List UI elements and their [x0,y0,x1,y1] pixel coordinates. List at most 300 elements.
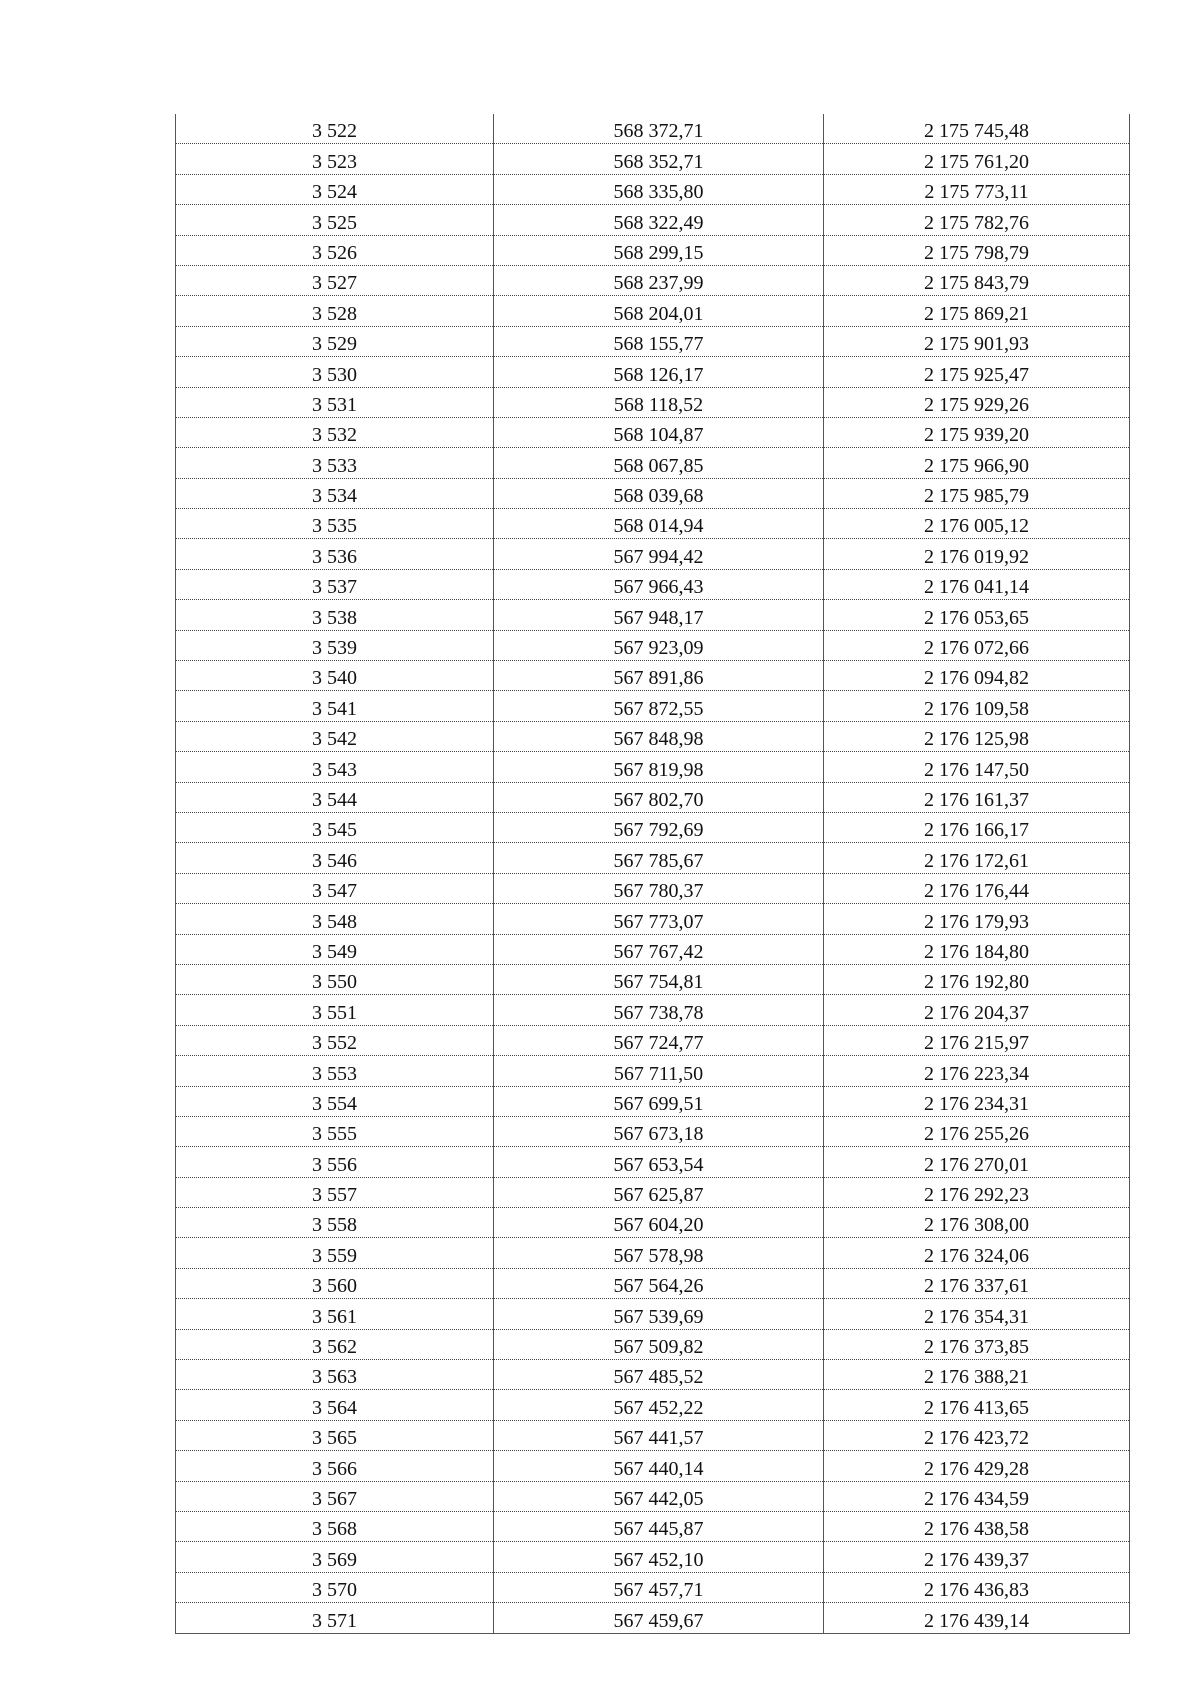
table-row [176,205,1130,235]
x-coordinate-text: 568 126,17 [613,363,704,386]
x-coordinate-cell [494,600,824,630]
x-coordinate-cell [494,1025,824,1055]
x-coordinate-cell [494,843,824,873]
y-coordinate-cell [824,812,1130,842]
point-number-text: 3 531 [312,393,357,416]
x-coordinate-text: 567 673,18 [613,1123,704,1146]
table-row [176,1025,1130,1055]
x-coordinate-text: 567 564,26 [613,1275,704,1298]
y-coordinate-text: 2 176 354,31 [924,1305,1029,1328]
point-number-text: 3 528 [312,302,357,325]
y-coordinate-cell [824,661,1130,691]
table-row [176,630,1130,660]
point-number-text: 3 549 [312,940,357,963]
table-row [176,1208,1130,1238]
point-number-cell [176,600,494,630]
y-coordinate-cell [824,265,1130,295]
point-number-text: 3 534 [312,485,357,508]
y-coordinate-cell [824,1268,1130,1298]
point-number-text: 3 561 [312,1305,357,1328]
x-coordinate-text: 568 104,87 [613,424,704,447]
y-coordinate-text: 2 175 985,79 [924,485,1029,508]
y-coordinate-text: 2 176 429,28 [924,1457,1029,1480]
point-number-text: 3 565 [312,1427,357,1450]
y-coordinate-cell [824,174,1130,204]
point-number-cell [176,448,494,478]
point-number-cell [176,661,494,691]
table-row [176,964,1130,994]
point-number-cell [176,1390,494,1420]
y-coordinate-text: 2 176 436,83 [924,1579,1029,1602]
point-number-cell [176,539,494,569]
x-coordinate-cell [494,1451,824,1481]
point-number-cell [176,569,494,599]
y-coordinate-text: 2 176 019,92 [924,545,1029,568]
point-number-cell [176,1420,494,1450]
y-coordinate-text: 2 175 761,20 [924,150,1029,173]
y-coordinate-text: 2 175 843,79 [924,272,1029,295]
point-number-text: 3 557 [312,1184,357,1207]
y-coordinate-text: 2 176 373,85 [924,1336,1029,1359]
table-row [176,1299,1130,1329]
point-number-cell [176,265,494,295]
table-row [176,600,1130,630]
x-coordinate-cell [494,661,824,691]
table-row [176,539,1130,569]
y-coordinate-cell [824,1360,1130,1390]
y-coordinate-text: 2 176 439,14 [924,1609,1029,1632]
table-row [176,691,1130,721]
point-number-cell [176,873,494,903]
point-number-cell [176,509,494,539]
point-number-text: 3 559 [312,1244,357,1267]
x-coordinate-cell [494,1268,824,1298]
point-number-text: 3 560 [312,1275,357,1298]
table-row [176,1451,1130,1481]
x-coordinate-text: 567 994,42 [613,545,704,568]
point-number-cell [176,326,494,356]
x-coordinate-cell [494,1238,824,1268]
table-row [176,509,1130,539]
y-coordinate-cell [824,326,1130,356]
table-row [176,812,1130,842]
x-coordinate-text: 567 442,05 [613,1487,704,1510]
y-coordinate-cell [824,1147,1130,1177]
y-coordinate-text: 2 176 234,31 [924,1092,1029,1115]
point-number-text: 3 553 [312,1062,357,1085]
x-coordinate-text: 567 699,51 [613,1092,704,1115]
table-row [176,1056,1130,1086]
point-number-cell [176,1572,494,1602]
x-coordinate-text: 567 724,77 [613,1032,704,1055]
point-number-cell [176,1086,494,1116]
table-row [176,721,1130,751]
table-row [176,326,1130,356]
point-number-cell [176,1116,494,1146]
point-number-text: 3 527 [312,272,357,295]
table-row [176,1511,1130,1541]
x-coordinate-cell [494,1177,824,1207]
y-coordinate-cell [824,417,1130,447]
y-coordinate-cell [824,1177,1130,1207]
y-coordinate-text: 2 176 439,37 [924,1548,1029,1571]
x-coordinate-text: 568 067,85 [613,454,704,477]
x-coordinate-text: 567 457,71 [613,1579,704,1602]
y-coordinate-cell [824,904,1130,934]
table-row [176,995,1130,1025]
point-number-text: 3 556 [312,1153,357,1176]
point-number-cell [176,1056,494,1086]
point-number-text: 3 567 [312,1487,357,1510]
x-coordinate-cell [494,1116,824,1146]
y-coordinate-text: 2 176 215,97 [924,1032,1029,1055]
table-row [176,448,1130,478]
y-coordinate-text: 2 175 925,47 [924,363,1029,386]
y-coordinate-cell [824,235,1130,265]
y-coordinate-text: 2 175 939,20 [924,424,1029,447]
x-coordinate-text: 568 204,01 [613,302,704,325]
x-coordinate-cell [494,721,824,751]
x-coordinate-cell [494,1147,824,1177]
y-coordinate-text: 2 175 773,11 [924,181,1029,204]
point-number-cell [176,904,494,934]
x-coordinate-text: 568 299,15 [613,241,704,264]
table-row [176,1329,1130,1359]
x-coordinate-text: 568 237,99 [613,272,704,295]
point-number-text: 3 540 [312,667,357,690]
point-number-cell [176,144,494,174]
x-coordinate-text: 567 452,22 [613,1396,704,1419]
point-number-text: 3 550 [312,971,357,994]
y-coordinate-cell [824,205,1130,235]
x-coordinate-text: 567 539,69 [613,1305,704,1328]
y-coordinate-text: 2 175 966,90 [924,454,1029,477]
x-coordinate-text: 567 780,37 [613,880,704,903]
point-number-text: 3 525 [312,211,357,234]
x-coordinate-text: 567 509,82 [613,1336,704,1359]
table-row [176,144,1130,174]
y-coordinate-cell [824,296,1130,326]
x-coordinate-text: 567 578,98 [613,1244,704,1267]
x-coordinate-cell [494,235,824,265]
x-coordinate-text: 567 445,87 [613,1518,704,1541]
y-coordinate-cell [824,1025,1130,1055]
x-coordinate-cell [494,478,824,508]
x-coordinate-text: 567 754,81 [613,971,704,994]
y-coordinate-text: 2 176 184,80 [924,940,1029,963]
x-coordinate-text: 567 848,98 [613,728,704,751]
table-row [176,235,1130,265]
x-coordinate-cell [494,691,824,721]
table-row [176,1177,1130,1207]
y-coordinate-cell [824,1420,1130,1450]
table-row [176,752,1130,782]
point-number-text: 3 570 [312,1579,357,1602]
y-coordinate-cell [824,843,1130,873]
y-coordinate-text: 2 176 423,72 [924,1427,1029,1450]
y-coordinate-text: 2 176 072,66 [924,637,1029,660]
y-coordinate-cell [824,144,1130,174]
x-coordinate-text: 567 485,52 [613,1366,704,1389]
point-number-text: 3 538 [312,606,357,629]
y-coordinate-text: 2 176 255,26 [924,1123,1029,1146]
y-coordinate-cell [824,114,1130,144]
y-coordinate-text: 2 176 176,44 [924,880,1029,903]
point-number-text: 3 532 [312,424,357,447]
x-coordinate-text: 568 155,77 [613,333,704,356]
table-row [176,1572,1130,1602]
x-coordinate-text: 567 459,67 [613,1609,704,1632]
x-coordinate-cell [494,1208,824,1238]
x-coordinate-text: 567 440,14 [613,1457,704,1480]
point-number-cell [176,205,494,235]
x-coordinate-cell [494,995,824,1025]
x-coordinate-cell [494,539,824,569]
x-coordinate-text: 568 039,68 [613,485,704,508]
y-coordinate-cell [824,691,1130,721]
y-coordinate-text: 2 176 204,37 [924,1001,1029,1024]
table-row [176,417,1130,447]
y-coordinate-text: 2 175 869,21 [924,302,1029,325]
y-coordinate-cell [824,1451,1130,1481]
table-row [176,873,1130,903]
table-row [176,114,1130,144]
y-coordinate-cell [824,1390,1130,1420]
table-row [176,1420,1130,1450]
x-coordinate-cell [494,1056,824,1086]
point-number-cell [176,296,494,326]
table-row [176,1268,1130,1298]
x-coordinate-cell [494,1390,824,1420]
table-row [176,478,1130,508]
y-coordinate-text: 2 176 109,58 [924,697,1029,720]
y-coordinate-text: 2 176 125,98 [924,728,1029,751]
x-coordinate-cell [494,1329,824,1359]
x-coordinate-text: 567 872,55 [613,697,704,720]
table-row [176,934,1130,964]
point-number-text: 3 551 [312,1001,357,1024]
x-coordinate-cell [494,326,824,356]
y-coordinate-cell [824,1603,1130,1633]
point-number-text: 3 524 [312,181,357,204]
y-coordinate-cell [824,569,1130,599]
x-coordinate-cell [494,144,824,174]
table-row [176,1086,1130,1116]
y-coordinate-text: 2 176 053,65 [924,606,1029,629]
x-coordinate-text: 567 738,78 [613,1001,704,1024]
table-row [176,357,1130,387]
y-coordinate-cell [824,1056,1130,1086]
point-number-cell [176,782,494,812]
x-coordinate-cell [494,174,824,204]
table-row [176,843,1130,873]
point-number-text: 3 545 [312,819,357,842]
point-number-text: 3 571 [312,1609,357,1632]
x-coordinate-text: 567 625,87 [613,1184,704,1207]
x-coordinate-cell [494,1299,824,1329]
point-number-text: 3 542 [312,728,357,751]
table-row [176,1390,1130,1420]
y-coordinate-cell [824,873,1130,903]
y-coordinate-cell [824,1116,1130,1146]
point-number-text: 3 569 [312,1548,357,1571]
point-number-text: 3 548 [312,910,357,933]
x-coordinate-text: 567 923,09 [613,637,704,660]
x-coordinate-text: 567 802,70 [613,788,704,811]
y-coordinate-cell [824,387,1130,417]
x-coordinate-text: 568 118,52 [613,393,704,416]
y-coordinate-cell [824,1572,1130,1602]
point-number-cell [176,1268,494,1298]
x-coordinate-text: 568 322,49 [613,211,704,234]
x-coordinate-cell [494,1572,824,1602]
y-coordinate-cell [824,478,1130,508]
x-coordinate-cell [494,812,824,842]
x-coordinate-text: 567 785,67 [613,849,704,872]
x-coordinate-text: 567 452,10 [613,1548,704,1571]
y-coordinate-cell [824,995,1130,1025]
point-number-text: 3 530 [312,363,357,386]
x-coordinate-text: 568 372,71 [613,120,704,143]
x-coordinate-text: 568 352,71 [613,150,704,173]
x-coordinate-cell [494,904,824,934]
y-coordinate-cell [824,539,1130,569]
y-coordinate-cell [824,357,1130,387]
point-number-cell [176,934,494,964]
point-number-text: 3 544 [312,788,357,811]
x-coordinate-cell [494,448,824,478]
point-number-text: 3 533 [312,454,357,477]
y-coordinate-text: 2 176 388,21 [924,1366,1029,1389]
y-coordinate-text: 2 176 337,61 [924,1275,1029,1298]
point-number-cell [176,1147,494,1177]
point-number-text: 3 546 [312,849,357,872]
table-row [176,904,1130,934]
x-coordinate-cell [494,630,824,660]
point-number-text: 3 536 [312,545,357,568]
point-number-cell [176,1329,494,1359]
y-coordinate-text: 2 175 745,48 [924,120,1029,143]
y-coordinate-text: 2 176 005,12 [924,515,1029,538]
x-coordinate-cell [494,1420,824,1450]
point-number-cell [176,1360,494,1390]
x-coordinate-text: 568 014,94 [613,515,704,538]
y-coordinate-text: 2 176 434,59 [924,1487,1029,1510]
y-coordinate-cell [824,721,1130,751]
table-row [176,569,1130,599]
y-coordinate-text: 2 175 798,79 [924,241,1029,264]
x-coordinate-text: 567 948,17 [613,606,704,629]
y-coordinate-cell [824,1329,1130,1359]
y-coordinate-cell [824,448,1130,478]
x-coordinate-cell [494,509,824,539]
point-number-cell [176,752,494,782]
point-number-text: 3 522 [312,120,357,143]
point-number-text: 3 526 [312,241,357,264]
y-coordinate-text: 2 176 438,58 [924,1518,1029,1541]
y-coordinate-text: 2 176 324,06 [924,1244,1029,1267]
point-number-cell [176,174,494,204]
x-coordinate-cell [494,296,824,326]
coordinates-table-body [176,114,1130,1633]
x-coordinate-text: 567 604,20 [613,1214,704,1237]
table-row [176,387,1130,417]
point-number-cell [176,964,494,994]
table-row [176,1481,1130,1511]
y-coordinate-text: 2 176 147,50 [924,758,1029,781]
table-row [176,296,1130,326]
y-coordinate-cell [824,782,1130,812]
x-coordinate-cell [494,752,824,782]
x-coordinate-cell [494,417,824,447]
point-number-cell [176,691,494,721]
table-row [176,1147,1130,1177]
x-coordinate-text: 567 767,42 [613,940,704,963]
y-coordinate-cell [824,1299,1130,1329]
y-coordinate-text: 2 175 929,26 [924,393,1029,416]
y-coordinate-cell [824,509,1130,539]
point-number-cell [176,114,494,144]
x-coordinate-text: 567 653,54 [613,1153,704,1176]
x-coordinate-cell [494,964,824,994]
point-number-cell [176,1542,494,1572]
point-number-cell [176,1238,494,1268]
point-number-text: 3 562 [312,1336,357,1359]
x-coordinate-text: 567 792,69 [613,819,704,842]
point-number-cell [176,812,494,842]
x-coordinate-cell [494,1481,824,1511]
point-number-cell [176,721,494,751]
point-number-text: 3 539 [312,637,357,660]
x-coordinate-cell [494,873,824,903]
y-coordinate-text: 2 176 179,93 [924,910,1029,933]
point-number-text: 3 558 [312,1214,357,1237]
y-coordinate-text: 2 176 172,61 [924,849,1029,872]
table-row [176,1360,1130,1390]
x-coordinate-cell [494,205,824,235]
table-row [176,1603,1130,1633]
y-coordinate-text: 2 176 308,00 [924,1214,1029,1237]
x-coordinate-text: 567 441,57 [613,1427,704,1450]
point-number-cell [176,1177,494,1207]
x-coordinate-cell [494,1086,824,1116]
y-coordinate-cell [824,1208,1130,1238]
x-coordinate-cell [494,265,824,295]
x-coordinate-text: 568 335,80 [613,181,704,204]
y-coordinate-cell [824,934,1130,964]
point-number-cell [176,1481,494,1511]
point-number-text: 3 537 [312,576,357,599]
table-row [176,265,1130,295]
table-row [176,782,1130,812]
x-coordinate-cell [494,569,824,599]
x-coordinate-cell [494,387,824,417]
y-coordinate-text: 2 176 270,01 [924,1153,1029,1176]
x-coordinate-cell [494,1360,824,1390]
point-number-cell [176,995,494,1025]
point-number-cell [176,357,494,387]
x-coordinate-text: 567 773,07 [613,910,704,933]
y-coordinate-cell [824,1481,1130,1511]
y-coordinate-text: 2 176 166,17 [924,819,1029,842]
point-number-cell [176,1299,494,1329]
point-number-text: 3 555 [312,1123,357,1146]
y-coordinate-text: 2 176 292,23 [924,1184,1029,1207]
y-coordinate-text: 2 176 223,34 [924,1062,1029,1085]
coordinates-table [175,114,1130,1634]
x-coordinate-text: 567 891,86 [613,667,704,690]
y-coordinate-text: 2 176 413,65 [924,1396,1029,1419]
